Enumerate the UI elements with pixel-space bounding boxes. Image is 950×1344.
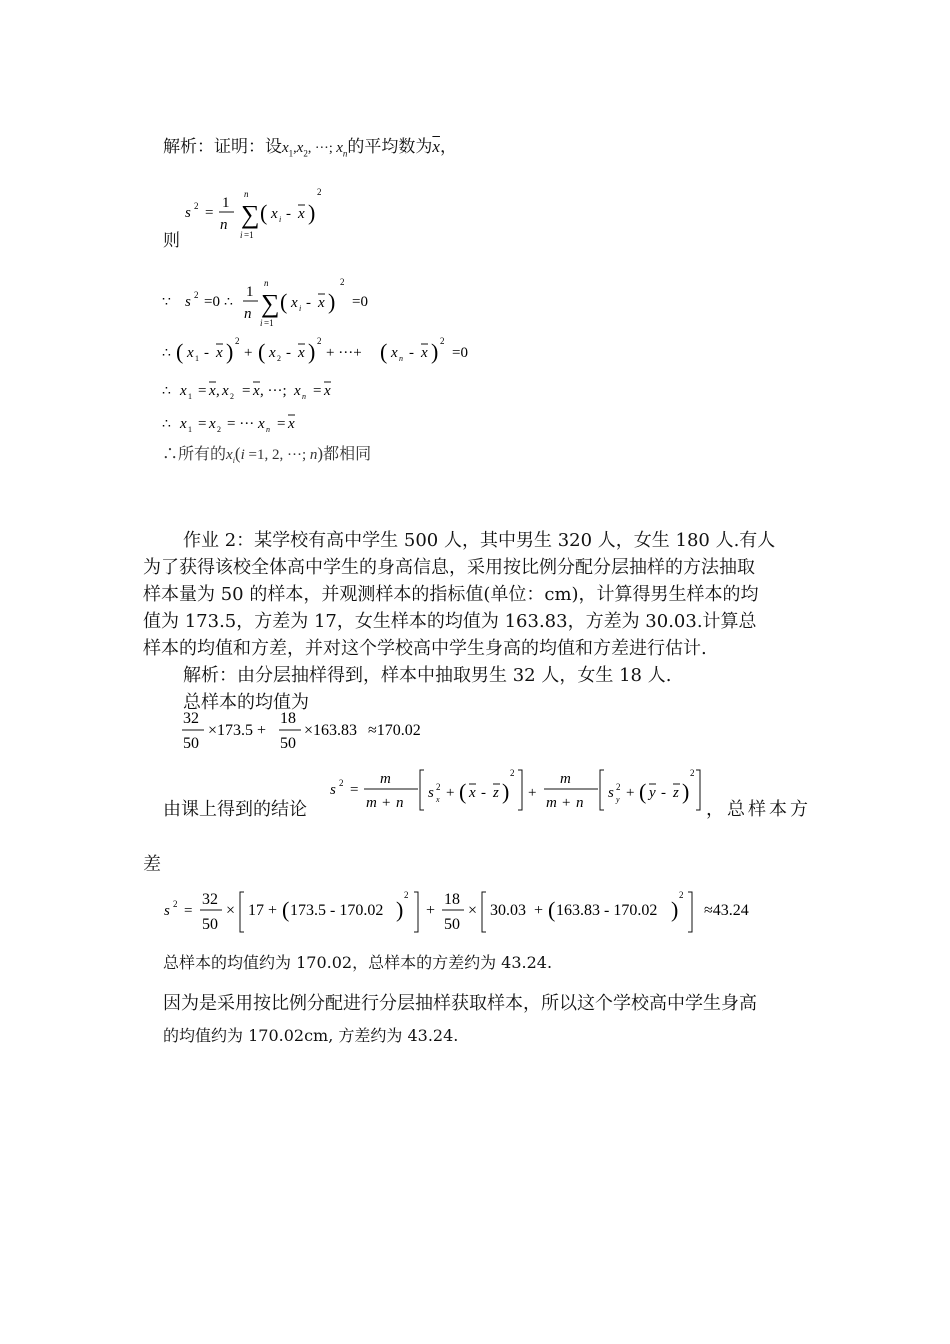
svg-text:∴: ∴ (162, 384, 171, 399)
svg-text:50: 50 (183, 735, 199, 752)
then-label: 则 (163, 231, 180, 251)
svg-text:2: 2 (173, 899, 178, 909)
svg-text:+: + (244, 345, 253, 361)
svg-text:=0: =0 (352, 294, 368, 310)
svg-text:s: s (330, 782, 336, 798)
svg-text:2: 2 (217, 425, 221, 434)
svg-text:s: s (428, 785, 434, 801)
svg-text:18: 18 (444, 891, 460, 908)
svg-text:32: 32 (183, 710, 199, 727)
svg-text:m: m (366, 795, 377, 811)
svg-text:∴: ∴ (224, 295, 233, 310)
result-summary: 总样本的均值约为 170.02，总样本的方差约为 43.24. (163, 953, 553, 972)
final-line-2: 的均值约为 170.02cm, 方差约为 43.24. (163, 1026, 459, 1045)
svg-text:, ···;: , ···; (260, 383, 287, 399)
hw2-analysis: 解析：由分层抽样得到，样本中抽取男生 32 人，女生 18 人. (183, 665, 672, 686)
svg-text:): ) (396, 897, 404, 922)
svg-text:2: 2 (317, 187, 322, 197)
svg-text:+ ···+: + ···+ (326, 345, 362, 361)
stratified-variance-formula (328, 762, 708, 818)
svg-text:(: ( (459, 779, 467, 804)
svg-text:(: ( (176, 339, 184, 364)
svg-text:n: n (576, 795, 584, 811)
svg-text:x: x (318, 295, 325, 311)
variance-computation (160, 884, 780, 940)
svg-text:i: i (240, 230, 243, 240)
svg-text:x: x (258, 416, 265, 432)
svg-text:x: x (298, 345, 305, 361)
svg-text:): ) (431, 339, 439, 364)
svg-text:(: ( (282, 897, 290, 922)
svg-text:x: x (391, 345, 398, 361)
svg-text:≈43.24: ≈43.24 (704, 902, 749, 919)
svg-text:=1: =1 (244, 230, 254, 240)
svg-text:50: 50 (444, 916, 460, 933)
svg-text:i: i (260, 318, 263, 328)
svg-text:s: s (185, 205, 191, 221)
svg-text:x: x (253, 383, 260, 399)
svg-text:x: x (469, 785, 476, 801)
svg-text:x: x (436, 795, 440, 804)
variance-definition (180, 183, 340, 243)
svg-text:+: + (528, 785, 537, 801)
svg-text:n: n (220, 217, 228, 233)
svg-text:=: = (184, 903, 193, 919)
svg-text:x: x (291, 295, 298, 311)
svg-text:s: s (185, 294, 191, 310)
hw2-line-5: 样本的均值和方差，并对这个学校高中学生身高的均值和方差进行估计. (143, 638, 707, 659)
svg-text:x: x (324, 383, 331, 399)
conclusion-label: 由课上得到的结论 (163, 799, 307, 820)
svg-text:2: 2 (194, 201, 199, 211)
svg-text:z: z (673, 785, 679, 801)
svg-text:=1: =1 (264, 318, 274, 328)
svg-text:n: n (264, 278, 269, 288)
svg-text:∑: ∑ (261, 289, 280, 318)
mean-formula (180, 704, 470, 754)
svg-text:s: s (608, 785, 614, 801)
svg-text:2: 2 (340, 278, 345, 287)
svg-text:-: - (306, 295, 311, 311)
svg-text:x: x (294, 383, 301, 399)
svg-text:n: n (396, 795, 404, 811)
svg-text:(: ( (639, 779, 647, 804)
svg-text:∴: ∴ (162, 417, 171, 432)
svg-text:m: m (380, 771, 391, 787)
svg-text:=: = (198, 383, 207, 399)
svg-text:x: x (298, 206, 305, 222)
svg-text:+: + (626, 785, 635, 801)
svg-text:=: = (313, 383, 322, 399)
svg-text:n: n (244, 306, 252, 322)
hw2-line-4: 值为 173.5，方差为 17，女生样本的均值为 163.83，方差为 30.03.计算总 (143, 611, 757, 632)
svg-text:-: - (204, 345, 209, 361)
svg-text:18: 18 (280, 710, 296, 727)
svg-text:(: ( (280, 289, 288, 314)
svg-text:x: x (180, 383, 187, 399)
svg-text:): ) (502, 779, 510, 804)
svg-text:i: i (299, 304, 302, 313)
svg-text:=: = (198, 416, 207, 432)
svg-text:1: 1 (195, 354, 199, 363)
svg-text:x: x (269, 345, 276, 361)
svg-text:50: 50 (202, 916, 218, 933)
svg-text:2: 2 (440, 336, 445, 346)
svg-text:-: - (286, 345, 291, 361)
svg-text:m: m (560, 771, 571, 787)
svg-text:2: 2 (510, 768, 515, 778)
svg-text:1: 1 (188, 392, 192, 401)
svg-text:2: 2 (317, 336, 322, 346)
svg-text:): ) (308, 339, 316, 364)
svg-text:2: 2 (436, 782, 441, 792)
svg-text:∵: ∵ (162, 295, 171, 310)
svg-text:173.5 - 170.02: 173.5 - 170.02 (290, 902, 384, 919)
svg-text:x: x (222, 383, 229, 399)
svg-text:1: 1 (222, 195, 230, 211)
svg-text:y: y (649, 785, 656, 801)
svg-text:(: ( (260, 200, 268, 225)
svg-text:x: x (180, 416, 187, 432)
svg-text:(: ( (258, 339, 266, 364)
mean-label: 总样本的均值为 (183, 692, 309, 713)
svg-text:×: × (468, 902, 478, 919)
final-line-1: 因为是采用按比例分配进行分层抽样获取样本，所以这个学校高中学生身高 (163, 993, 757, 1014)
proof-intro: 解析：证明：设$x_1,x_2$, ···; $x_n$的平均数为$\overline{x}$， (163, 137, 457, 159)
hw2-line-1: 作业 2：某学校有高中学生 500 人，其中男生 320 人，女生 180 人.有人 (183, 530, 776, 551)
svg-text:×173.5 +: ×173.5 + (208, 722, 267, 739)
svg-text:2: 2 (235, 336, 240, 346)
svg-text:): ) (682, 779, 690, 804)
svg-text:y: y (616, 795, 620, 804)
svg-text:+: + (534, 902, 544, 919)
svg-text:n: n (266, 425, 270, 434)
svg-text:-: - (409, 345, 414, 361)
svg-text:2: 2 (339, 778, 344, 788)
svg-text:x: x (421, 345, 428, 361)
svg-text:50: 50 (280, 735, 296, 752)
svg-text:x: x (216, 345, 223, 361)
svg-text:(: ( (548, 897, 556, 922)
svg-text:=: = (350, 782, 359, 798)
svg-text:32: 32 (202, 891, 218, 908)
svg-text:30.03: 30.03 (490, 902, 526, 919)
proof-conclusion: ∴所有的$x_i(i =1$, 2, ···; n)都相同 (162, 444, 372, 466)
svg-text:x: x (209, 383, 216, 399)
svg-text:2: 2 (690, 768, 695, 778)
svg-text:×163.83: ×163.83 (304, 722, 358, 739)
svg-text:1: 1 (188, 425, 192, 434)
svg-text:163.83 - 170.02: 163.83 - 170.02 (556, 902, 658, 919)
hw2-line-3: 样本量为 50 的样本，并观测样本的指标值(单位：cm)，计算得男生样本的均 (143, 584, 759, 605)
svg-text:x: x (209, 416, 216, 432)
proof-derivation (160, 278, 500, 468)
svg-text:≈170.02: ≈170.02 (368, 722, 421, 739)
svg-text:(: ( (380, 339, 388, 364)
variance-label-tail: ，总样本方 (706, 799, 811, 820)
svg-text:=0: =0 (452, 345, 468, 361)
svg-text:2: 2 (616, 782, 621, 792)
svg-text:∑: ∑ (241, 200, 260, 229)
svg-text:= ···: = ··· (227, 416, 255, 432)
svg-text:-: - (481, 785, 486, 801)
svg-text:2: 2 (230, 392, 234, 401)
svg-text:2: 2 (679, 890, 684, 900)
svg-text:+: + (562, 795, 571, 811)
svg-text:∴: ∴ (162, 346, 171, 361)
svg-text:): ) (328, 289, 336, 314)
svg-text:): ) (671, 897, 679, 922)
svg-text:2: 2 (277, 354, 281, 363)
svg-text:+: + (268, 902, 278, 919)
variance-label-end: 差 (143, 854, 161, 875)
svg-text:-: - (286, 206, 291, 222)
hw2-line-2: 为了获得该校全体高中学生的身高信息，采用按比例分配分层抽样的方法抽取 (143, 557, 755, 578)
svg-text:-: - (661, 785, 666, 801)
svg-text:1: 1 (246, 284, 254, 300)
svg-text:,: , (216, 383, 220, 399)
svg-text:m: m (546, 795, 557, 811)
svg-text:): ) (308, 200, 316, 225)
svg-text:n: n (244, 189, 249, 199)
svg-text:+: + (382, 795, 391, 811)
svg-text:s: s (164, 903, 170, 919)
svg-text:+: + (446, 785, 455, 801)
svg-text:2: 2 (194, 290, 199, 300)
svg-text:x: x (288, 416, 295, 432)
svg-text:x: x (187, 345, 194, 361)
svg-text:2: 2 (404, 890, 409, 900)
svg-text:x: x (271, 206, 278, 222)
svg-text:+: + (426, 902, 436, 919)
svg-text:i: i (279, 215, 282, 224)
svg-text:×: × (226, 902, 236, 919)
svg-text:n: n (302, 392, 306, 401)
svg-text:=: = (205, 205, 214, 221)
svg-text:z: z (493, 785, 499, 801)
svg-text:=0: =0 (204, 294, 220, 310)
svg-text:=: = (242, 383, 251, 399)
svg-text:=: = (277, 416, 286, 432)
svg-text:n: n (399, 354, 403, 363)
svg-text:17: 17 (248, 902, 264, 919)
svg-text:): ) (226, 339, 234, 364)
